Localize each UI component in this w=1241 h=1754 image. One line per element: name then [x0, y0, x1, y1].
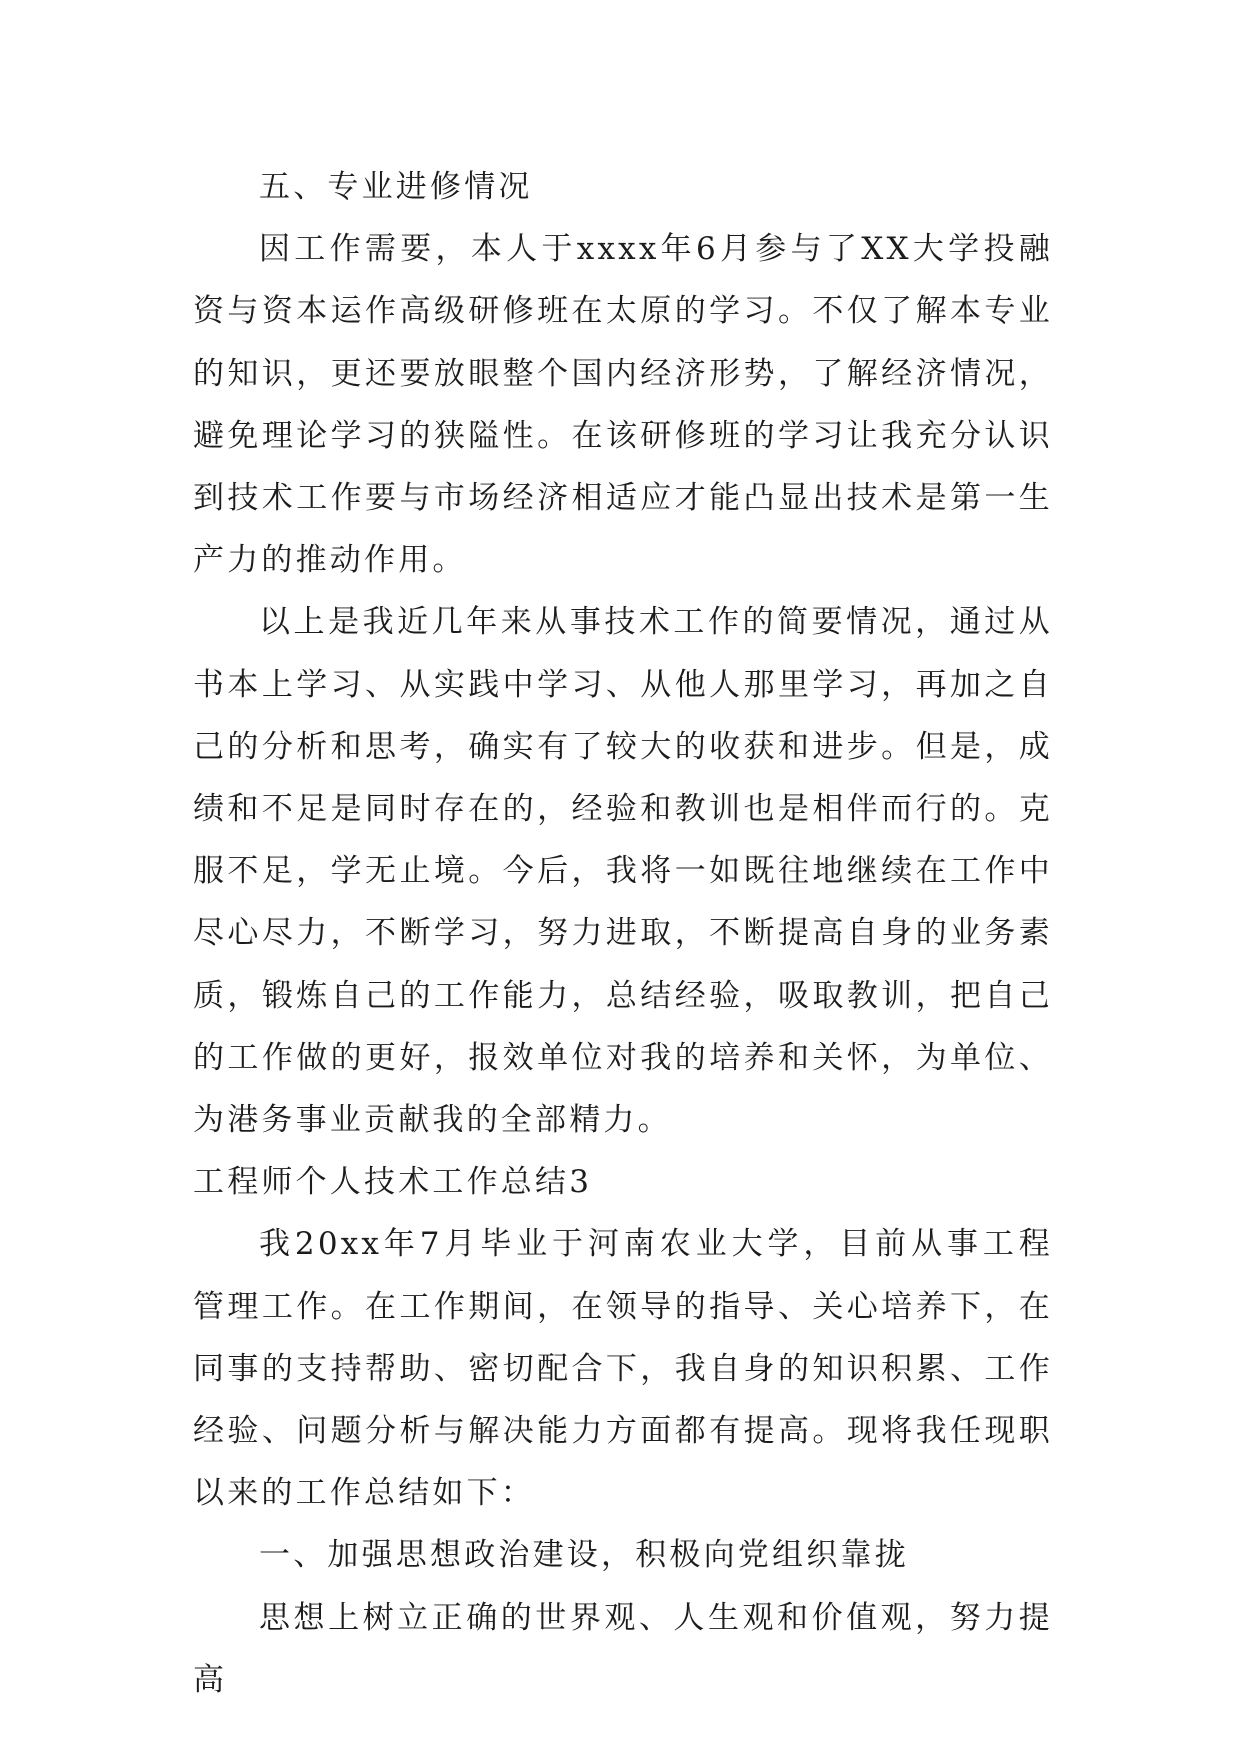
- paragraph-political-construction: 思想上树立正确的世界观、人生观和价值观，努力提高: [193, 1599, 1053, 1698]
- article-title: 工程师个人技术工作总结3: [193, 1164, 593, 1201]
- document-body: [193, 156, 1053, 1711]
- paragraph-professional-training: 因工作需要，本人于xxxx年6月参与了XX大学投融资与资本运作高级研修班在太原的学习。不仅了解本专业的知识，更还要放眼整个国内经济形势，了解经济情况，避免理论学习的狭隘性。在该研修班的学习让我充分认识到技术工作要与市场经济相适应才能凸显出技术是第一生产力的推动作用。: [193, 231, 1053, 579]
- section-heading-professional-training: 五、专业进修情况: [259, 169, 533, 205]
- section-heading-political-construction: 一、加强思想政治建设，积极向党组织靠拢: [259, 1537, 909, 1574]
- paragraph-conclusion: 以上是我近几年来从事技术工作的简要情况，通过从书本上学习、从实践中学习、从他人那里学习，再加之自己的分析和思考，确实有了较大的收获和进步。但是，成绩和不足是同时存在的，经验和教训也是相伴而行的。克服不足，学无止境。今后，我将一如既往地继续在工作中尽心尽力，不断学习，努力进取，不断提高自身的业务素质，锻炼自己的工作能力，总结经验，吸取教训，把自己的工作做的更好，报效单位对我的培养和关怀，为单位、为港务事业贡献我的全部精力。: [193, 604, 1053, 1139]
- paragraph-article-intro: 我20xx年7月毕业于河南农业大学，目前从事工程管理工作。在工作期间，在领导的指导、关心培养下，在同事的支持帮助、密切配合下，我自身的知识积累、工作经验、问题分析与解决能力方面都有提高。现将我任现职以来的工作总结如下：: [193, 1226, 1053, 1512]
